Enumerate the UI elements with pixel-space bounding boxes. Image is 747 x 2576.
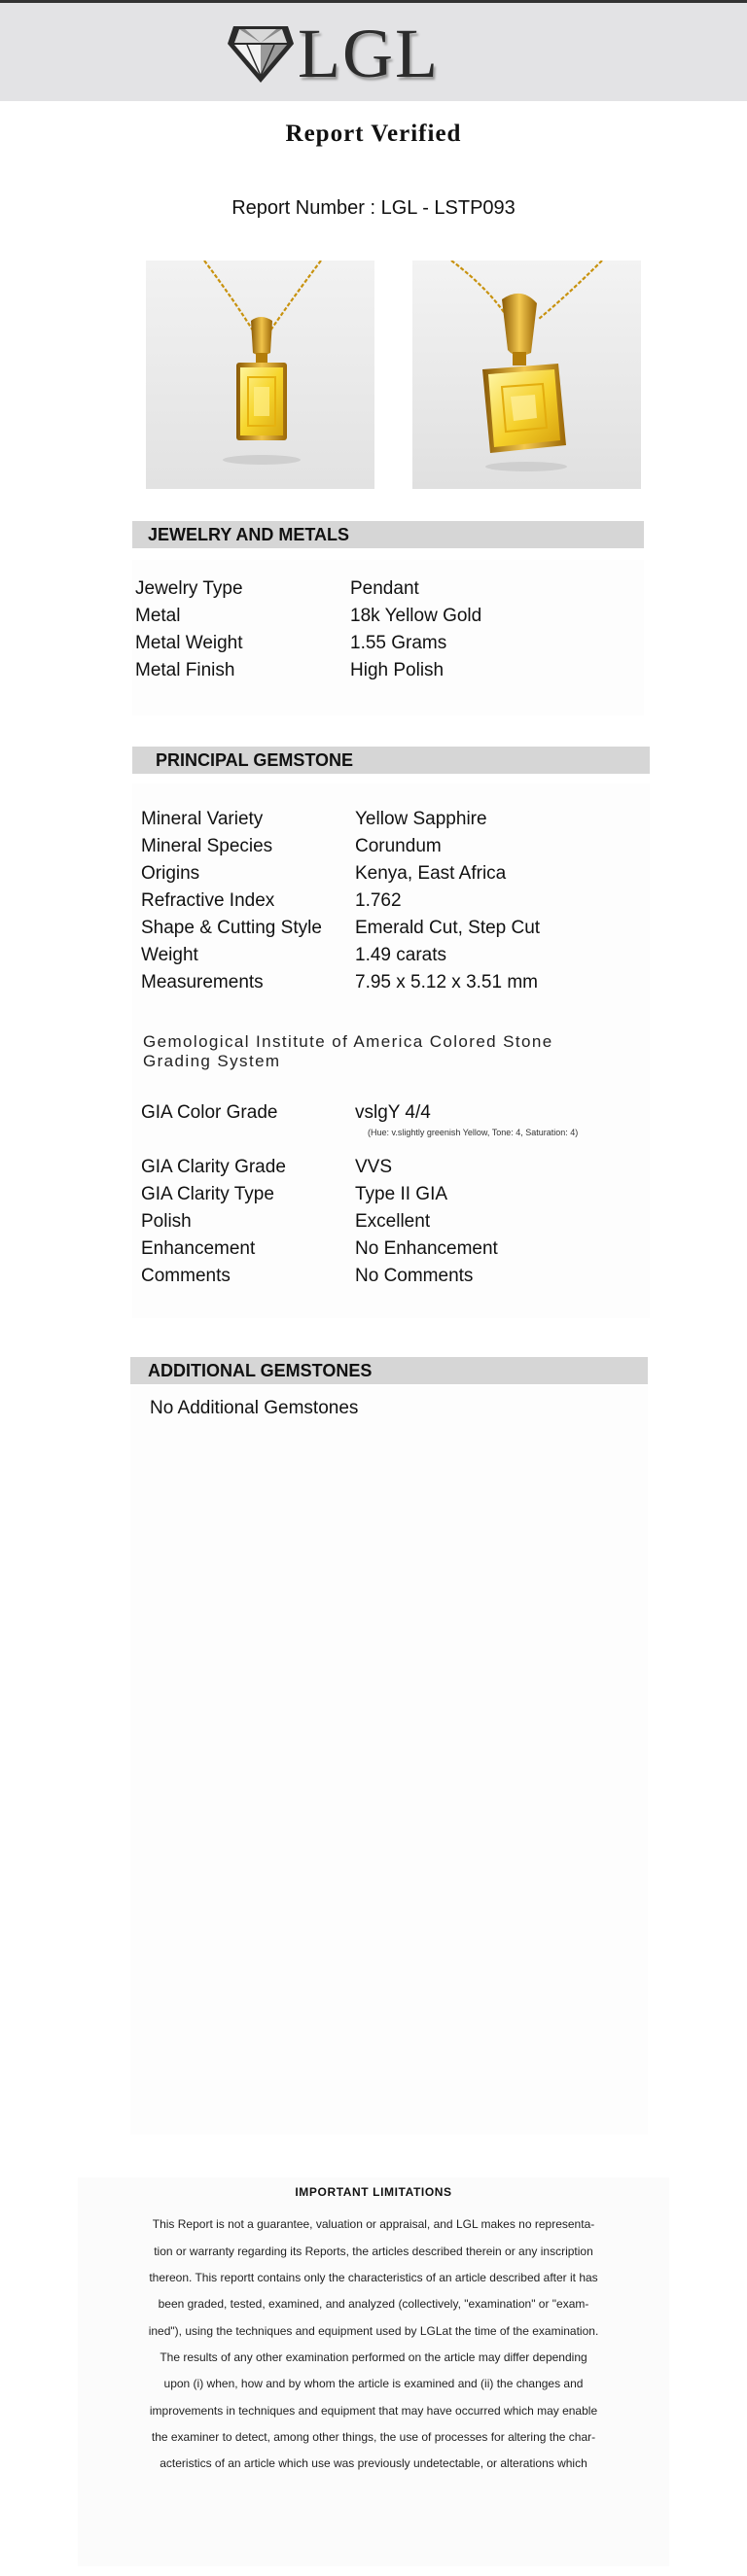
row-value: 1.762 [355, 890, 402, 911]
section-additional-heading: ADDITIONAL GEMSTONES [130, 1357, 648, 1384]
logo-text: LGL [298, 15, 440, 92]
limitations-line: improvements in techniques and equipment that may have occurred which may enable [149, 2404, 598, 2418]
limitations-line: the examiner to detect, among other things, the use of processes for altering the char- [151, 2430, 596, 2444]
hue-note: (Hue: v.slightly greenish Yellow, Tone: 4, Saturation: 4) [368, 1128, 579, 1137]
limitations-panel [78, 2177, 669, 2566]
limitations-line: tion or warranty regarding its Reports, the articles described therein or any inscription [154, 2245, 593, 2258]
jewelry-panel [132, 560, 644, 715]
row-value: No Comments [355, 1266, 474, 1286]
row-value: No Enhancement [355, 1238, 498, 1259]
row-label: Origins [141, 863, 200, 884]
row-value: Yellow Sapphire [355, 809, 487, 829]
row-value: Type II GIA [355, 1184, 448, 1204]
grade-table [141, 1154, 498, 1290]
table-row [141, 1263, 498, 1290]
row-value: Kenya, East Africa [355, 863, 507, 884]
table-row [141, 915, 540, 942]
table-row [141, 1181, 498, 1208]
limitations-line: acteristics of an article which use was previously undetectable, or alterations which [160, 2456, 587, 2470]
row-label: Comments [141, 1266, 231, 1286]
gemstone-table [141, 806, 540, 996]
row-label: Enhancement [141, 1238, 256, 1259]
lgl-logo[interactable] [226, 17, 440, 90]
limitations-line: thereon. This reportt contains only the characteristics of an article described after it has [149, 2271, 598, 2284]
table-row [135, 575, 481, 603]
table-row [135, 657, 481, 684]
row-label: Jewelry Type [135, 578, 243, 599]
row-label: Measurements [141, 972, 264, 992]
jewelry-table [135, 575, 481, 684]
table-row [141, 1154, 498, 1181]
row-label: Metal Finish [135, 660, 235, 680]
table-row [135, 603, 481, 630]
row-label: Weight [141, 945, 198, 965]
table-row [141, 860, 540, 888]
row-value: vslgY 4/4 [355, 1102, 431, 1123]
limitations-line: This Report is not a guarantee, valuation or appraisal, and LGL makes no representa- [152, 2217, 595, 2231]
limitations-line: been graded, tested, examined, and analyzed (collectively, "examination" or "exam- [158, 2297, 589, 2311]
page-title: Report Verified [285, 121, 462, 147]
row-value: 18k Yellow Gold [350, 606, 482, 626]
section-jewelry-heading: JEWELRY AND METALS [132, 521, 644, 548]
row-label: Metal [135, 606, 181, 626]
row-label: GIA Clarity Type [141, 1184, 274, 1204]
row-value: Corundum [355, 836, 442, 856]
header-banner [0, 0, 747, 101]
row-value: 7.95 x 5.12 x 3.51 mm [355, 972, 538, 992]
table-row [141, 942, 540, 969]
limitations-line: upon (i) when, how and by whom the article is examined and (ii) the changes and [163, 2377, 584, 2390]
table-row [141, 1099, 431, 1127]
row-value: 1.55 Grams [350, 633, 447, 653]
limitations-line: ined"), using the techniques and equipment used by LGLat the time of the examination. [148, 2324, 599, 2338]
row-label: Metal Weight [135, 633, 243, 653]
additional-panel [130, 1386, 648, 2135]
color-grade-row [141, 1099, 431, 1127]
row-label: Refractive Index [141, 890, 275, 911]
row-value: High Polish [350, 660, 445, 680]
row-label: Polish [141, 1211, 192, 1232]
row-label: GIA Color Grade [141, 1102, 278, 1123]
row-label: Shape & Cutting Style [141, 918, 322, 938]
table-row [141, 969, 540, 996]
table-row [141, 833, 540, 860]
limitations-line: The results of any other examination performed on the article may differ depending [160, 2350, 587, 2364]
row-value: Pendant [350, 578, 419, 599]
product-photo-angle [412, 261, 641, 489]
row-value: 1.49 carats [355, 945, 446, 965]
row-value: VVS [355, 1157, 393, 1177]
limitations-heading: IMPORTANT LIMITATIONS [295, 2185, 452, 2199]
row-value: Excellent [355, 1211, 431, 1232]
table-row [141, 806, 540, 833]
row-label: GIA Clarity Grade [141, 1157, 286, 1177]
table-row [141, 1236, 498, 1263]
report-number: Report Number : LGL - LSTP093 [231, 197, 516, 219]
table-row [141, 888, 540, 915]
gia-system-title: Gemological Institute of America Colored Stone Grading System [143, 1032, 553, 1070]
row-label: Mineral Species [141, 836, 273, 856]
product-photo-front [146, 261, 374, 489]
diamond-icon [226, 22, 296, 85]
additional-text: No Additional Gemstones [150, 1398, 359, 1418]
table-row [141, 1208, 498, 1236]
row-value: Emerald Cut, Step Cut [355, 918, 541, 938]
section-gemstone-heading: PRINCIPAL GEMSTONE [132, 747, 650, 774]
table-row [135, 630, 481, 657]
row-label: Mineral Variety [141, 809, 264, 829]
